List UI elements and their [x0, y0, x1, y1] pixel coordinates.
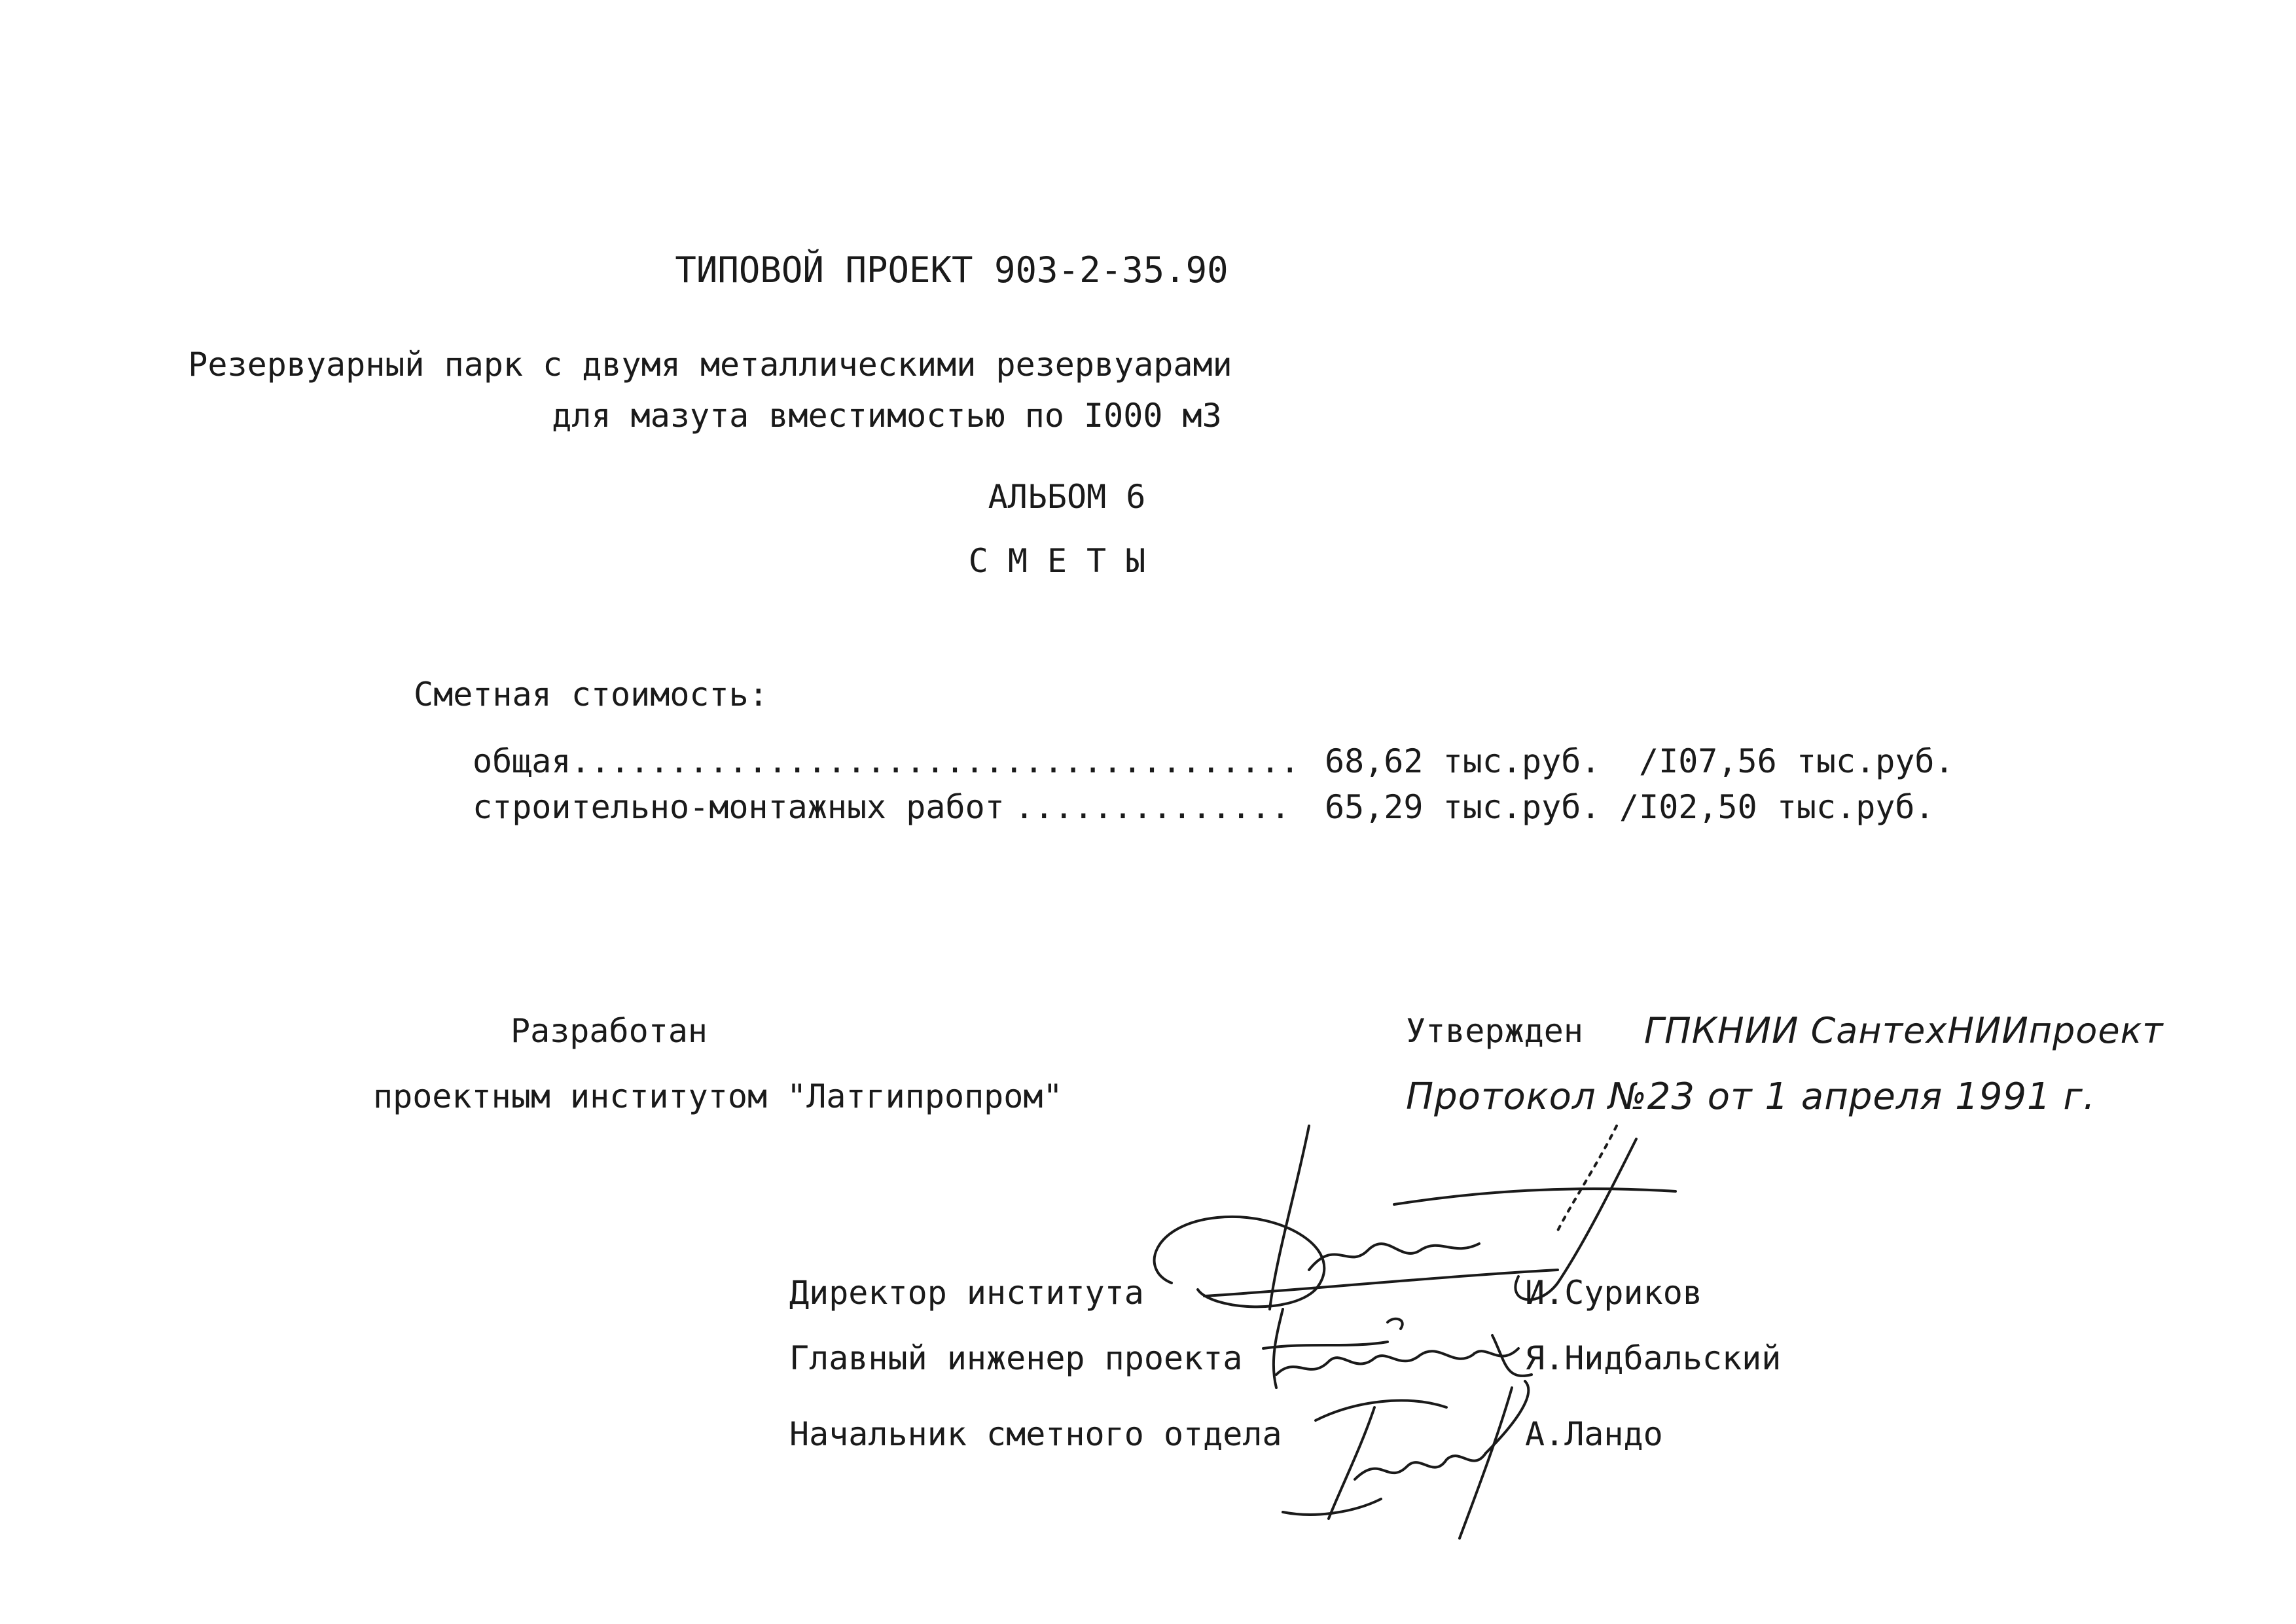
- signatory-director-name: И.Суриков: [1525, 1274, 1702, 1312]
- signatory-director-position: Директор института: [789, 1274, 1144, 1312]
- approval-protocol: Протокол №23 от 1 апреля 1991 г.: [1406, 1075, 2096, 1118]
- cost-row-total-value: 68,62 тыс.руб.: [1325, 742, 1601, 780]
- cost-row-construction-alt-value: /I02,50 тыс.руб.: [1619, 788, 1935, 826]
- cost-row-total-alt-value: /I07,56 тыс.руб.: [1639, 742, 1954, 780]
- project-title: ТИПОВОЙ ПРОЕКТ 903-2-35.90: [675, 249, 1229, 291]
- cost-row-construction-leader: ..............: [1014, 788, 1291, 826]
- description-line-1: Резервуарный парк с двумя металлическими резервуарами: [188, 346, 1232, 384]
- signatory-chief-engineer-name: Я.Нидбальский: [1525, 1339, 1782, 1377]
- approved-organization: ГПКНИИ СантехНИИпроект: [1644, 1010, 2164, 1051]
- section-title: СМЕТЫ: [968, 542, 1166, 580]
- approved-label: Утвержден: [1406, 1012, 1583, 1050]
- cost-row-total-leader: .....................................: [571, 742, 1300, 780]
- cost-row-total-label: общая: [473, 742, 571, 780]
- signatory-estimate-head-position: Начальник сметного отдела: [789, 1415, 1282, 1453]
- developed-institute: проектным институтом "Латгипропром": [373, 1077, 1063, 1115]
- description-line-2: для мазута вместимостью по I000 м3: [552, 397, 1222, 435]
- album-label: АЛЬБОМ 6: [988, 478, 1146, 516]
- director-signature: [1113, 1113, 1702, 1335]
- cost-heading: Сметная стоимость:: [414, 676, 768, 713]
- developed-label: Разработан: [511, 1012, 708, 1050]
- estimate-head-signature: [1276, 1368, 1577, 1551]
- cost-row-construction-label: строительно-монтажных работ: [473, 788, 1005, 826]
- signatory-estimate-head-name: А.Ландо: [1525, 1415, 1663, 1453]
- cost-row-construction-value: 65,29 тыс.руб.: [1325, 788, 1601, 826]
- signatory-chief-engineer-position: Главный инженер проекта: [789, 1339, 1243, 1377]
